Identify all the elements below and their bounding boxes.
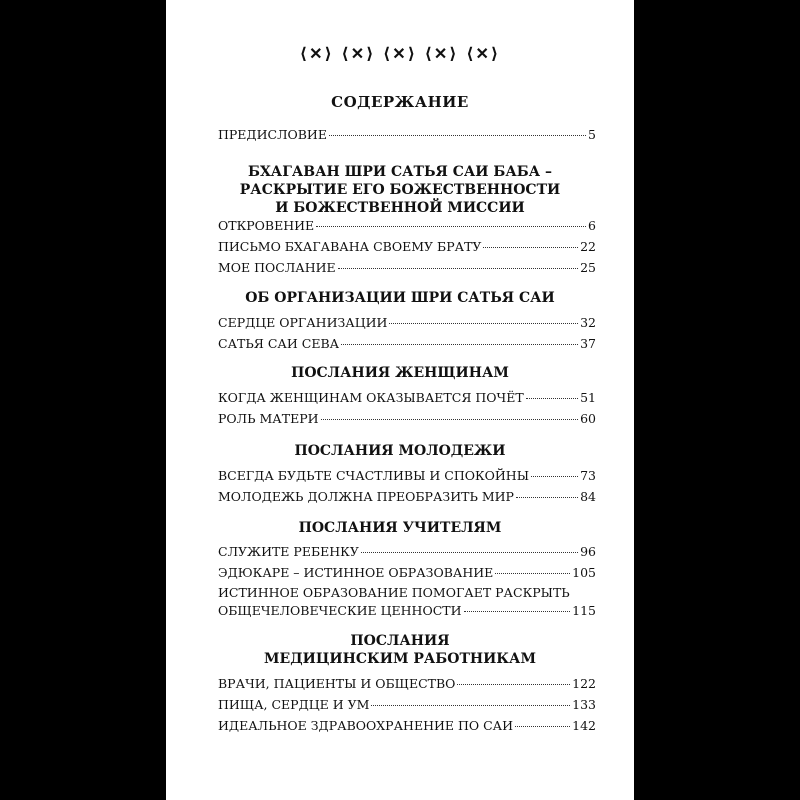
toc-entry <box>218 410 596 428</box>
toc-entry-page: 25 <box>580 260 596 275</box>
dot-leader <box>464 611 571 612</box>
toc-entry <box>218 696 596 714</box>
dot-leader <box>457 684 570 685</box>
toc-entry-title: ПИЩА, СЕРДЦЕ И УМ <box>218 697 370 712</box>
dot-leader <box>531 476 578 477</box>
toc-entry <box>218 717 596 735</box>
toc-entry <box>218 259 596 277</box>
dot-leader <box>389 323 578 324</box>
toc-entry-page: 60 <box>580 411 596 426</box>
toc-entry-page: 6 <box>588 218 596 233</box>
section-heading <box>166 632 634 668</box>
toc-entry <box>218 126 596 144</box>
toc-entry-page: 73 <box>580 468 596 483</box>
dot-leader <box>361 552 578 553</box>
dot-leader <box>483 247 578 248</box>
toc-entry-title: ИСТИННОЕ ОБРАЗОВАНИЕ ПОМОГАЕТ РАСКРЫТЬ <box>218 585 570 600</box>
decorative-ornament: ⟨✕⟩ ⟨✕⟩ ⟨✕⟩ ⟨✕⟩ ⟨✕⟩ <box>299 44 501 63</box>
section-heading-line: МЕДИЦИНСКИМ РАБОТНИКАМ <box>264 651 536 667</box>
section-heading <box>166 289 634 307</box>
toc-entry-title: САТЬЯ САИ СЕВА <box>218 336 340 351</box>
toc-entry <box>218 238 596 256</box>
toc-entry-page: 133 <box>572 697 596 712</box>
toc-entry-title: ВСЕГДА БУДЬТЕ СЧАСТЛИВЫ И СПОКОЙНЫ <box>218 468 529 483</box>
toc-entry-page: 122 <box>572 676 596 691</box>
section-heading-line: ПОСЛАНИЯ МОЛОДЕЖИ <box>294 443 506 459</box>
section-heading-line: И БОЖЕСТВЕННОЙ МИССИИ <box>275 200 525 216</box>
section-heading-line: БХАГАВАН ШРИ САТЬЯ САИ БАБА – <box>247 164 552 180</box>
dot-leader <box>341 344 578 345</box>
toc-entry-page: 51 <box>580 390 596 405</box>
toc-entry <box>218 543 596 561</box>
dot-leader <box>338 268 578 269</box>
section-heading-line: ПОСЛАНИЯ ЖЕНЩИНАМ <box>291 365 509 381</box>
section-heading-line: ОБ ОРГАНИЗАЦИИ ШРИ САТЬЯ САИ <box>245 290 555 306</box>
toc-entry-line <box>218 602 596 620</box>
toc-entry-title: ВРАЧИ, ПАЦИЕНТЫ И ОБЩЕСТВО <box>218 676 456 691</box>
toc-entry-page: 37 <box>580 336 596 351</box>
toc-entry <box>218 675 596 693</box>
section-heading-line: ПОСЛАНИЯ <box>350 633 450 649</box>
toc-entry-title: СЛУЖИТЕ РЕБЕНКУ <box>218 544 359 559</box>
toc-entry-title: ЭДЮКАРЕ – ИСТИННОЕ ОБРАЗОВАНИЕ <box>218 565 494 580</box>
toc-entry <box>218 488 596 506</box>
toc-entry-title: ИДЕАЛЬНОЕ ЗДРАВООХРАНЕНИЕ ПО САИ <box>218 718 514 733</box>
section-heading-line: ПОСЛАНИЯ УЧИТЕЛЯМ <box>298 520 502 536</box>
toc-entry-page: 5 <box>588 127 596 142</box>
book-page <box>166 0 634 800</box>
toc-entry-page: 115 <box>572 603 596 618</box>
toc-entry-page: 84 <box>580 489 596 504</box>
toc-entry-title: ОБЩЕЧЕЛОВЕЧЕСКИЕ ЦЕННОСТИ <box>218 603 462 618</box>
dot-leader <box>321 419 579 420</box>
toc-entry-title: ПИСЬМО БХАГАВАНА СВОЕМУ БРАТУ <box>218 239 482 254</box>
toc-entry-title: МОЕ ПОСЛАНИЕ <box>218 260 336 275</box>
toc-entry-page: 105 <box>572 565 596 580</box>
toc-entry <box>218 217 596 235</box>
dot-leader <box>316 226 586 227</box>
section-heading <box>166 364 634 382</box>
section-heading <box>166 519 634 537</box>
toc-entry-page: 22 <box>580 239 596 254</box>
toc-entry <box>218 335 596 353</box>
toc-entry-title: КОГДА ЖЕНЩИНАМ ОКАЗЫВАЕТСЯ ПОЧЁТ <box>218 390 524 405</box>
toc-entry <box>218 314 596 332</box>
section-heading-line: РАСКРЫТИЕ ЕГО БОЖЕСТВЕННОСТИ <box>239 182 561 198</box>
toc-entry-page: 32 <box>580 315 596 330</box>
dot-leader <box>371 705 570 706</box>
toc-entry-title: СЕРДЦЕ ОРГАНИЗАЦИИ <box>218 315 388 330</box>
toc-entry-title: МОЛОДЕЖЬ ДОЛЖНА ПРЕОБРАЗИТЬ МИР <box>218 489 514 504</box>
section-heading <box>166 163 634 217</box>
toc-entry <box>218 564 596 582</box>
section-heading <box>166 442 634 460</box>
dot-leader <box>495 573 570 574</box>
toc-entry-page: 142 <box>572 718 596 733</box>
dot-leader <box>329 135 586 136</box>
page-title: СОДЕРЖАНИЕ <box>331 93 469 111</box>
toc-entry <box>218 584 596 620</box>
dot-leader <box>516 497 578 498</box>
toc-entry-title: РОЛЬ МАТЕРИ <box>218 411 319 426</box>
toc-entry <box>218 389 596 407</box>
toc-entry-page: 96 <box>580 544 596 559</box>
dot-leader <box>526 398 578 399</box>
toc-entry-title: ОТКРОВЕНИЕ <box>218 218 315 233</box>
dot-leader <box>515 726 570 727</box>
toc-entry <box>218 467 596 485</box>
toc-entry-title: ПРЕДИСЛОВИЕ <box>218 127 327 142</box>
